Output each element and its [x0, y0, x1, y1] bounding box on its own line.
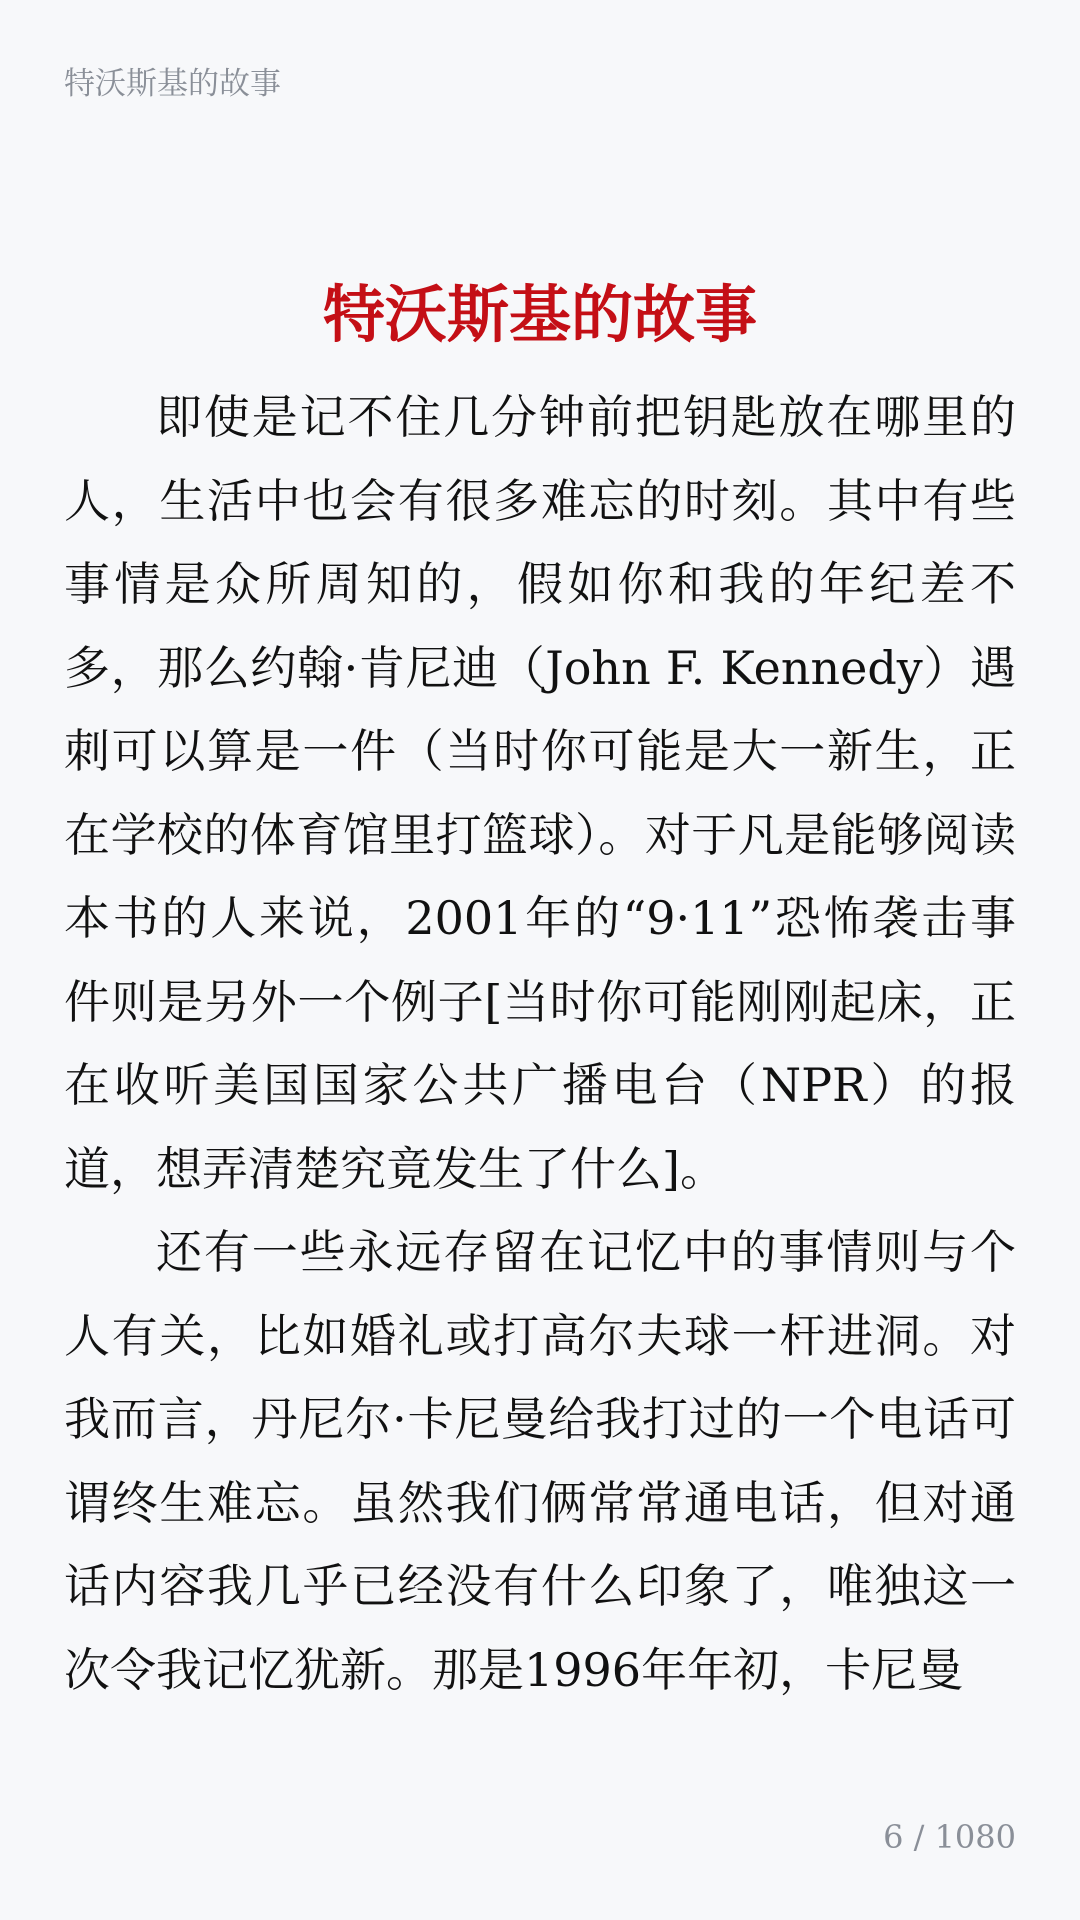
- paragraph-2: 还有一些永远存留在记忆中的事情则与个人有关，比如婚礼或打高尔夫球一杆进洞。对我而言，丹尼尔·卡尼曼给我打过的一个电话可谓终生难忘。虽然我们俩常常通电话，但对通话内容我几乎已经没有什么印象了，唯独这一次令我记忆犹新。那是1996年年初，卡尼曼: [64, 1225, 1016, 1697]
- page-indicator: 6 / 1080: [883, 1818, 1016, 1856]
- reading-content[interactable]: [64, 376, 1016, 1712]
- chapter-title: 特沃斯基的故事: [322, 278, 757, 351]
- running-header-book-title: 特沃斯基的故事: [64, 66, 281, 102]
- paragraph-1: 即使是记不住几分钟前把钥匙放在哪里的人，生活中也会有很多难忘的时刻。其中有些事情是众所周知的，假如你和我的年纪差不多，那么约翰·肯尼迪（John F. Kennedy）遇刺可以算是一件（当时你可能是大一新生，正在学校的体育馆里打篮球）。对于凡是能够阅读本书的人来说，2001年的“9·11”恐怖袭击事件则是另外一个例子[当时你可能刚刚起床，正在收听美国国家公共广播电台（NPR）的报道，想弄清楚究竟发生了什么]。: [64, 390, 1016, 1196]
